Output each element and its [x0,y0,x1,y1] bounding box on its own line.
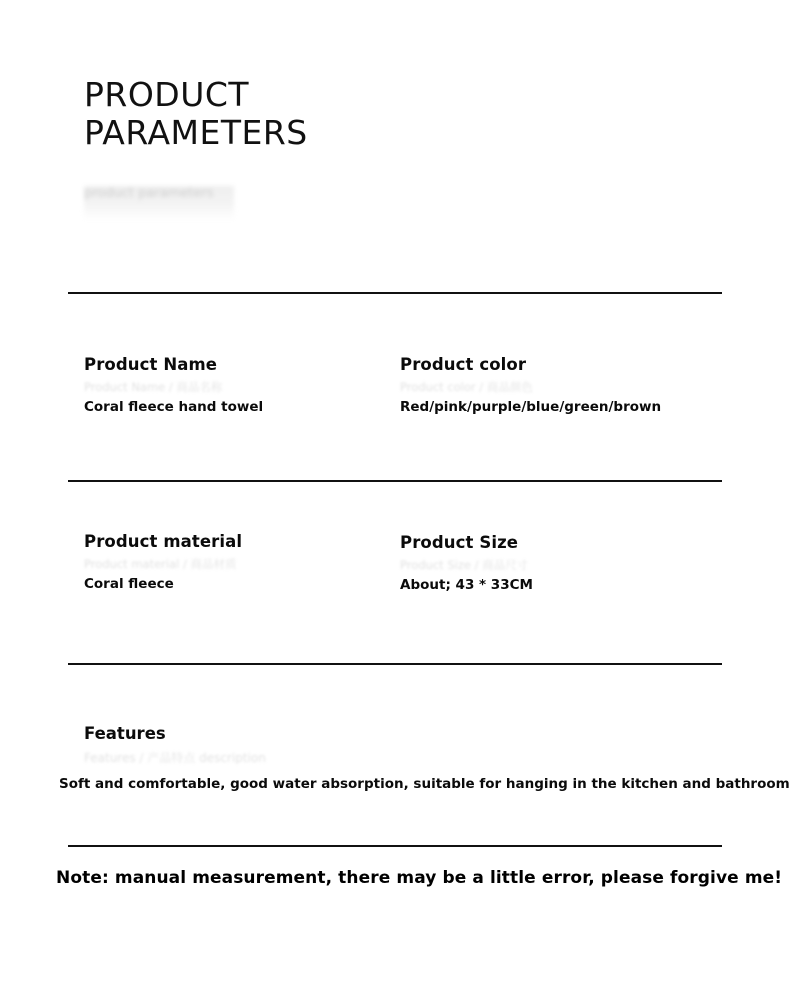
spec-value: Red/pink/purple/blue/green/brown [400,399,662,415]
measurement-note: Note: manual measurement, there may be a little error, please forgive me! [56,868,783,888]
spec-product-size [400,533,533,593]
spec-product-material [84,532,242,592]
faded-subtitle: product parameters [84,186,234,220]
spec-label: Product Name [84,355,218,374]
divider-3 [68,663,722,665]
divider-1 [68,292,722,294]
spec-label: Product Size [400,533,519,552]
spec-label-ghost: Product Name / 商品名称 [84,380,223,393]
page-title-line-2: PARAMETERS [84,113,308,152]
spec-label: Product color [400,355,527,374]
divider-2 [68,480,722,482]
spec-features [59,724,790,792]
divider-4 [68,845,722,847]
features-label: Features [84,724,166,743]
spec-product-name [84,355,263,415]
spec-value: Coral fleece hand towel [84,399,264,415]
spec-label-ghost: Product material / 商品材质 [84,557,237,570]
spec-value: Coral fleece [84,576,174,592]
page-title-line-1: PRODUCT [84,75,250,114]
features-label-ghost: Features / 产品特点 description [84,751,266,764]
spec-product-color [400,355,661,415]
spec-value: About; 43 * 33CM [400,577,533,593]
spec-label: Product material [84,532,243,551]
features-value: Soft and comfortable, good water absorption, suitable for hanging in the kitchen and bathroom [59,776,790,792]
spec-label-ghost: Product color / 商品颜色 [400,380,533,393]
page-title [84,76,504,152]
spec-label-ghost: Product Size / 商品尺寸 [400,558,529,571]
